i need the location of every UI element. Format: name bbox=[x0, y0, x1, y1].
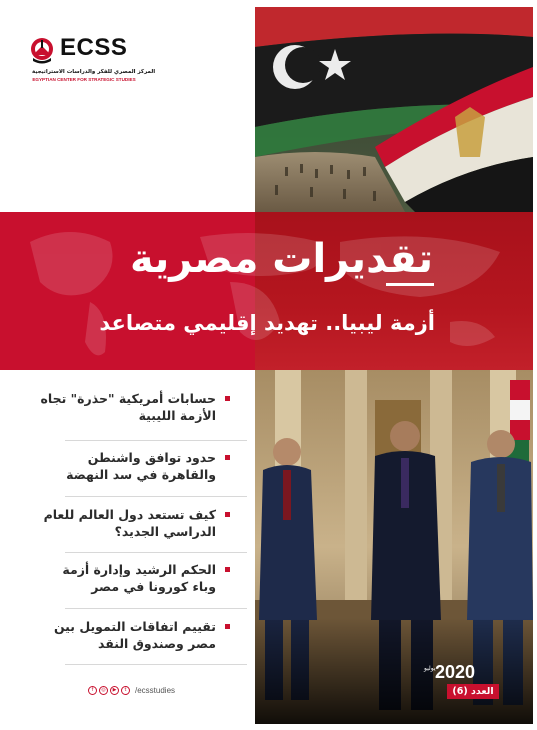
bullet-icon bbox=[225, 455, 230, 460]
ecss-emblem-icon bbox=[30, 36, 56, 66]
issue-month: يوليو bbox=[424, 665, 436, 672]
title-underline bbox=[386, 283, 434, 286]
leaders-photo bbox=[255, 370, 533, 724]
logo-english-name: EGYPTIAN CENTER FOR STRATEGIC STUDIES bbox=[32, 77, 136, 82]
issue-number-badge: العدد (6) bbox=[447, 684, 499, 699]
youtube-icon[interactable]: ▶ bbox=[110, 686, 119, 695]
logo-wordmark: ECSS bbox=[60, 34, 128, 61]
ecss-logo[interactable] bbox=[30, 34, 156, 86]
list-item-label: الحكم الرشيد وإدارة أزمة وباء كورونا في مصر bbox=[62, 562, 216, 594]
bullet-icon bbox=[225, 624, 230, 629]
bullet-icon bbox=[225, 396, 230, 401]
list-item[interactable] bbox=[40, 618, 230, 666]
instagram-icon[interactable]: ◎ bbox=[99, 686, 108, 695]
list-item-label: تقييم اتفاقات التمويل بين مصر وصندوق النقد bbox=[53, 619, 216, 651]
list-item-label: حسابات أمريكية "حذرة" تجاه الأزمة الليبية bbox=[40, 391, 216, 423]
logo-arabic-name: المركز المصري للفكر والدراسات الاستراتيجية bbox=[32, 69, 156, 75]
list-item-label: كيف تستعد دول العالم للعام الدراسي الجديد؟ bbox=[43, 507, 216, 539]
divider bbox=[65, 496, 247, 497]
list-item-label: حدود توافق واشنطن والقاهرة في سد النهضة bbox=[66, 450, 216, 482]
list-item[interactable] bbox=[40, 390, 230, 438]
bullet-icon bbox=[225, 567, 230, 572]
social-handle[interactable]: /ecsstudies bbox=[135, 685, 176, 695]
flags-photo bbox=[255, 7, 533, 212]
divider bbox=[65, 664, 247, 665]
divider bbox=[65, 552, 247, 553]
twitter-icon[interactable]: t bbox=[121, 686, 130, 695]
cover-subtitle: أزمة ليبيا.. تهديد إقليمي متصاعد bbox=[99, 311, 435, 335]
cover-title: تقديرات مصرية bbox=[130, 236, 433, 282]
bullet-icon bbox=[225, 512, 230, 517]
issue-year: 2020 bbox=[435, 662, 476, 682]
divider bbox=[65, 608, 247, 609]
facebook-icon[interactable]: f bbox=[88, 686, 97, 695]
list-item[interactable] bbox=[40, 561, 230, 609]
divider bbox=[65, 440, 247, 441]
list-item[interactable] bbox=[40, 506, 230, 554]
list-item[interactable] bbox=[40, 449, 230, 497]
social-links bbox=[88, 683, 175, 697]
